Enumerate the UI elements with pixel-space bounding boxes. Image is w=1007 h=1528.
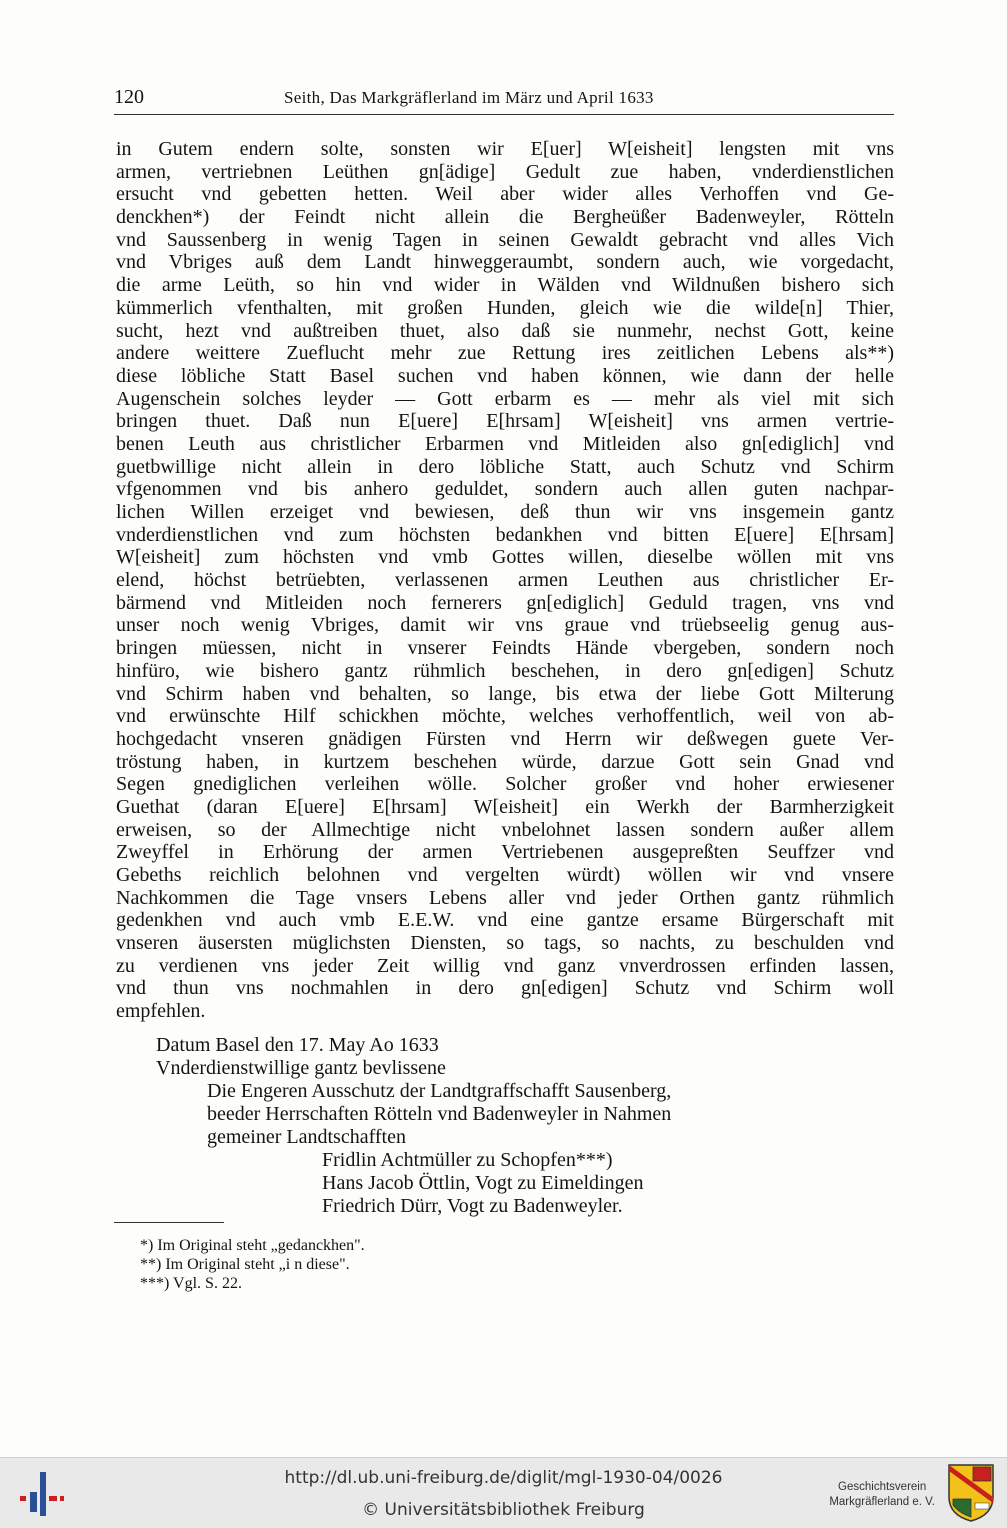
text-line: andere weittere Zueflucht mehr zue Rettung ires zeitlichen Lebens als**)	[116, 342, 894, 365]
page-header	[114, 86, 894, 116]
text-line: vnd thun vns nochmahlen in dero gn[edigen] Schutz vnd Schirm woll	[116, 977, 894, 1000]
society-line: Markgräflerland e. V.	[829, 1496, 935, 1508]
text-line: Segen gnediglichen verleihen wölle. Solcher großer vnd hoher erwiesener	[116, 773, 894, 796]
text-line: Guethat (daran E[uere] E[hrsam] W[eisheit] ein Werkh der Barmherzigkeit	[116, 795, 894, 818]
text-line: Gebeths reichlich belohnen vnd vergelten würdt) wöllen wir vnd vnsere	[116, 864, 894, 886]
text-line: erweisen, so der Allmechtige nicht vnbelohnet lassen sondern außer allem	[116, 818, 894, 841]
text-line: unser noch wenig Vbriges, damit wir vns graue vnd trüebseelig genug aus-	[116, 614, 894, 637]
page-number: 120	[114, 86, 144, 108]
text-line: sucht, hezt vnd außtreiben thuet, also daß sie nunmehr, nechst Gott, keine	[116, 319, 894, 342]
text-line: denckhen*) der Feindt nicht allein die Bergheüßer Badenweyler, Rötteln	[116, 206, 894, 229]
text-line: vnd Saussenberg in wenig Tagen in seinen Gewaldt gebracht vnd alles Vich	[116, 228, 894, 251]
committee-line: Die Engeren Ausschutz der Landtgraffschafft Sausenberg,	[207, 1080, 672, 1102]
date-line: Datum Basel den 17. May Ao 1633	[156, 1034, 439, 1056]
society-line: Geschichtsverein	[838, 1481, 927, 1493]
footnote: ***) Vgl. S. 22.	[140, 1275, 242, 1292]
letter-body	[116, 138, 894, 1023]
signatory: Friedrich Dürr, Vogt zu Badenweyler.	[322, 1195, 623, 1218]
committee-block	[207, 1080, 671, 1150]
header-rule	[114, 114, 894, 115]
signatory: Hans Jacob Öttlin, Vogt zu Eimeldingen	[322, 1172, 644, 1195]
text-line: vnd Vbriges auß dem Landt hinweggeraumbt, sondern auch, wie vorgedacht,	[116, 251, 894, 274]
copyright-notice: © Universitätsbibliothek Freiburg	[362, 1500, 645, 1520]
text-line: W[eisheit] zum höchsten vnd vmb Gottes willen, dieselbe wöllen mit vns	[116, 546, 894, 569]
committee-line: gemeiner Landtschafften	[207, 1126, 406, 1149]
text-line: vnderdienstlichen vnd zum höchsten bedankhen vnd bitten E[uere] E[hrsam]	[116, 523, 894, 546]
document-url-link[interactable]: http://dl.ub.uni-freiburg.de/diglit/mgl-1930-04/0026	[284, 1468, 723, 1488]
text-line: zu verdienen vns jeder Zeit willig vnd ganz vnverdrossen erfinden lassen,	[116, 954, 894, 977]
signatory: Fridlin Achtmüller zu Schopfen***)	[322, 1149, 613, 1171]
viewer-footer	[0, 1457, 1007, 1528]
text-line: elend, höchst betrüebten, verlassenen armen Leuthen aus christlicher Er-	[116, 569, 894, 592]
signatories-block	[322, 1149, 643, 1219]
text-line: Zweyffel in Erhörung der armen Vertriebenen ausgepreßten Seuffzer vnd	[116, 841, 894, 864]
committee-line: beeder Herrschaften Rötteln vnd Badenweyler in Nahmen	[207, 1103, 672, 1126]
text-line: die arme Leüth, so hin vnd wider in Wälden vnd Wildnußen bishero sich	[116, 274, 894, 297]
text-line: Nachkommen die Tage vnsers Lebens aller vnd jeder Orthen gantz rühmlich	[116, 886, 894, 909]
text-line: armen, vertriebnen Leüthen gn[ädige] Gedult zue haben, vnderdienstlichen	[116, 160, 894, 183]
footnotes	[140, 1236, 365, 1293]
text-line: bringen müessen, nicht in vnserer Feindts Hände vbergeben, sondern noch	[116, 637, 894, 660]
text-line: in Gutem endern solte, sonsten wir E[uer] W[eisheit] lengsten mit vns	[116, 138, 894, 160]
society-name	[829, 1480, 935, 1510]
footnote: *) Im Original steht „gedanckhen".	[140, 1237, 365, 1254]
text-line: bärmend vnd Mitleiden noch fernerers gn[ediglich] Geduld tragen, vns vnd	[116, 591, 894, 614]
text-line: vnd Schirm haben vnd behalten, so lange, bis etwa der liebe Gott Milterung	[116, 682, 894, 705]
text-line: ersucht vnd gebetten hetten. Weil aber wider alles Verhoffen vnd Ge-	[116, 183, 894, 206]
text-line: gedenkhen vnd auch vmb E.E.W. vnd eine gantze ersame Bürgerschaft mit	[116, 909, 894, 932]
footnote: **) Im Original steht „i n diese".	[140, 1256, 350, 1273]
text-line: Augenschein solches leyder — Gott erbarm es — mehr als viel mit sich	[116, 387, 894, 410]
text-line: lichen Willen erzeiget vnd bewiesen, deß thun wir vns insgemein gantz	[116, 501, 894, 523]
text-line: bringen thuet. Daß nun E[uere] E[hrsam] W[eisheit] vns armen vertrie-	[116, 410, 894, 433]
text-line: vnd erwünschte Hilf schickhen möchte, welches verhoffentlich, weil von ab-	[116, 705, 894, 728]
closing-dateline	[156, 1034, 446, 1080]
valediction: Vnderdienstwillige gantz bevlissene	[156, 1057, 446, 1080]
text-line: hinfüro, wie bishero gantz rühmlich beschehen, in dero gn[edigen] Schutz	[116, 659, 894, 682]
footnote-rule	[114, 1222, 224, 1223]
coat-of-arms-icon	[947, 1463, 995, 1523]
text-line: vnseren äusersten müglichsten Diensten, so tags, so nachts, zu beschulden vnd	[116, 932, 894, 955]
text-line: tröstung haben, in kurtzem beschehen würde, darzue Gott sein Gnad vnd	[116, 750, 894, 773]
text-line: vfgenommen vnd bis anhero geduldet, sondern auch allen guten nachpar-	[116, 478, 894, 501]
text-line: guetbwillige nicht allein in dero löbliche Statt, auch Schutz vnd Schirm	[116, 455, 894, 478]
text-line: diese löbliche Statt Basel suchen vnd haben können, wie dann der helle	[116, 364, 894, 387]
running-title: Seith, Das Markgräflerland im März und April 1633	[284, 88, 654, 107]
text-line: kümmerlich vfenthalten, mit großen Hunden, gleich wie die wilde[n] Thier,	[116, 296, 894, 319]
text-line: benen Leuth aus christlicher Erbarmen vnd Mitleiden also gn[ediglich] vnd	[116, 432, 894, 455]
text-line: empfehlen.	[116, 1000, 206, 1023]
text-line: hochgedacht vnseren gnädigen Fürsten vnd Herrn wir deßwegen guete Ver-	[116, 727, 894, 750]
